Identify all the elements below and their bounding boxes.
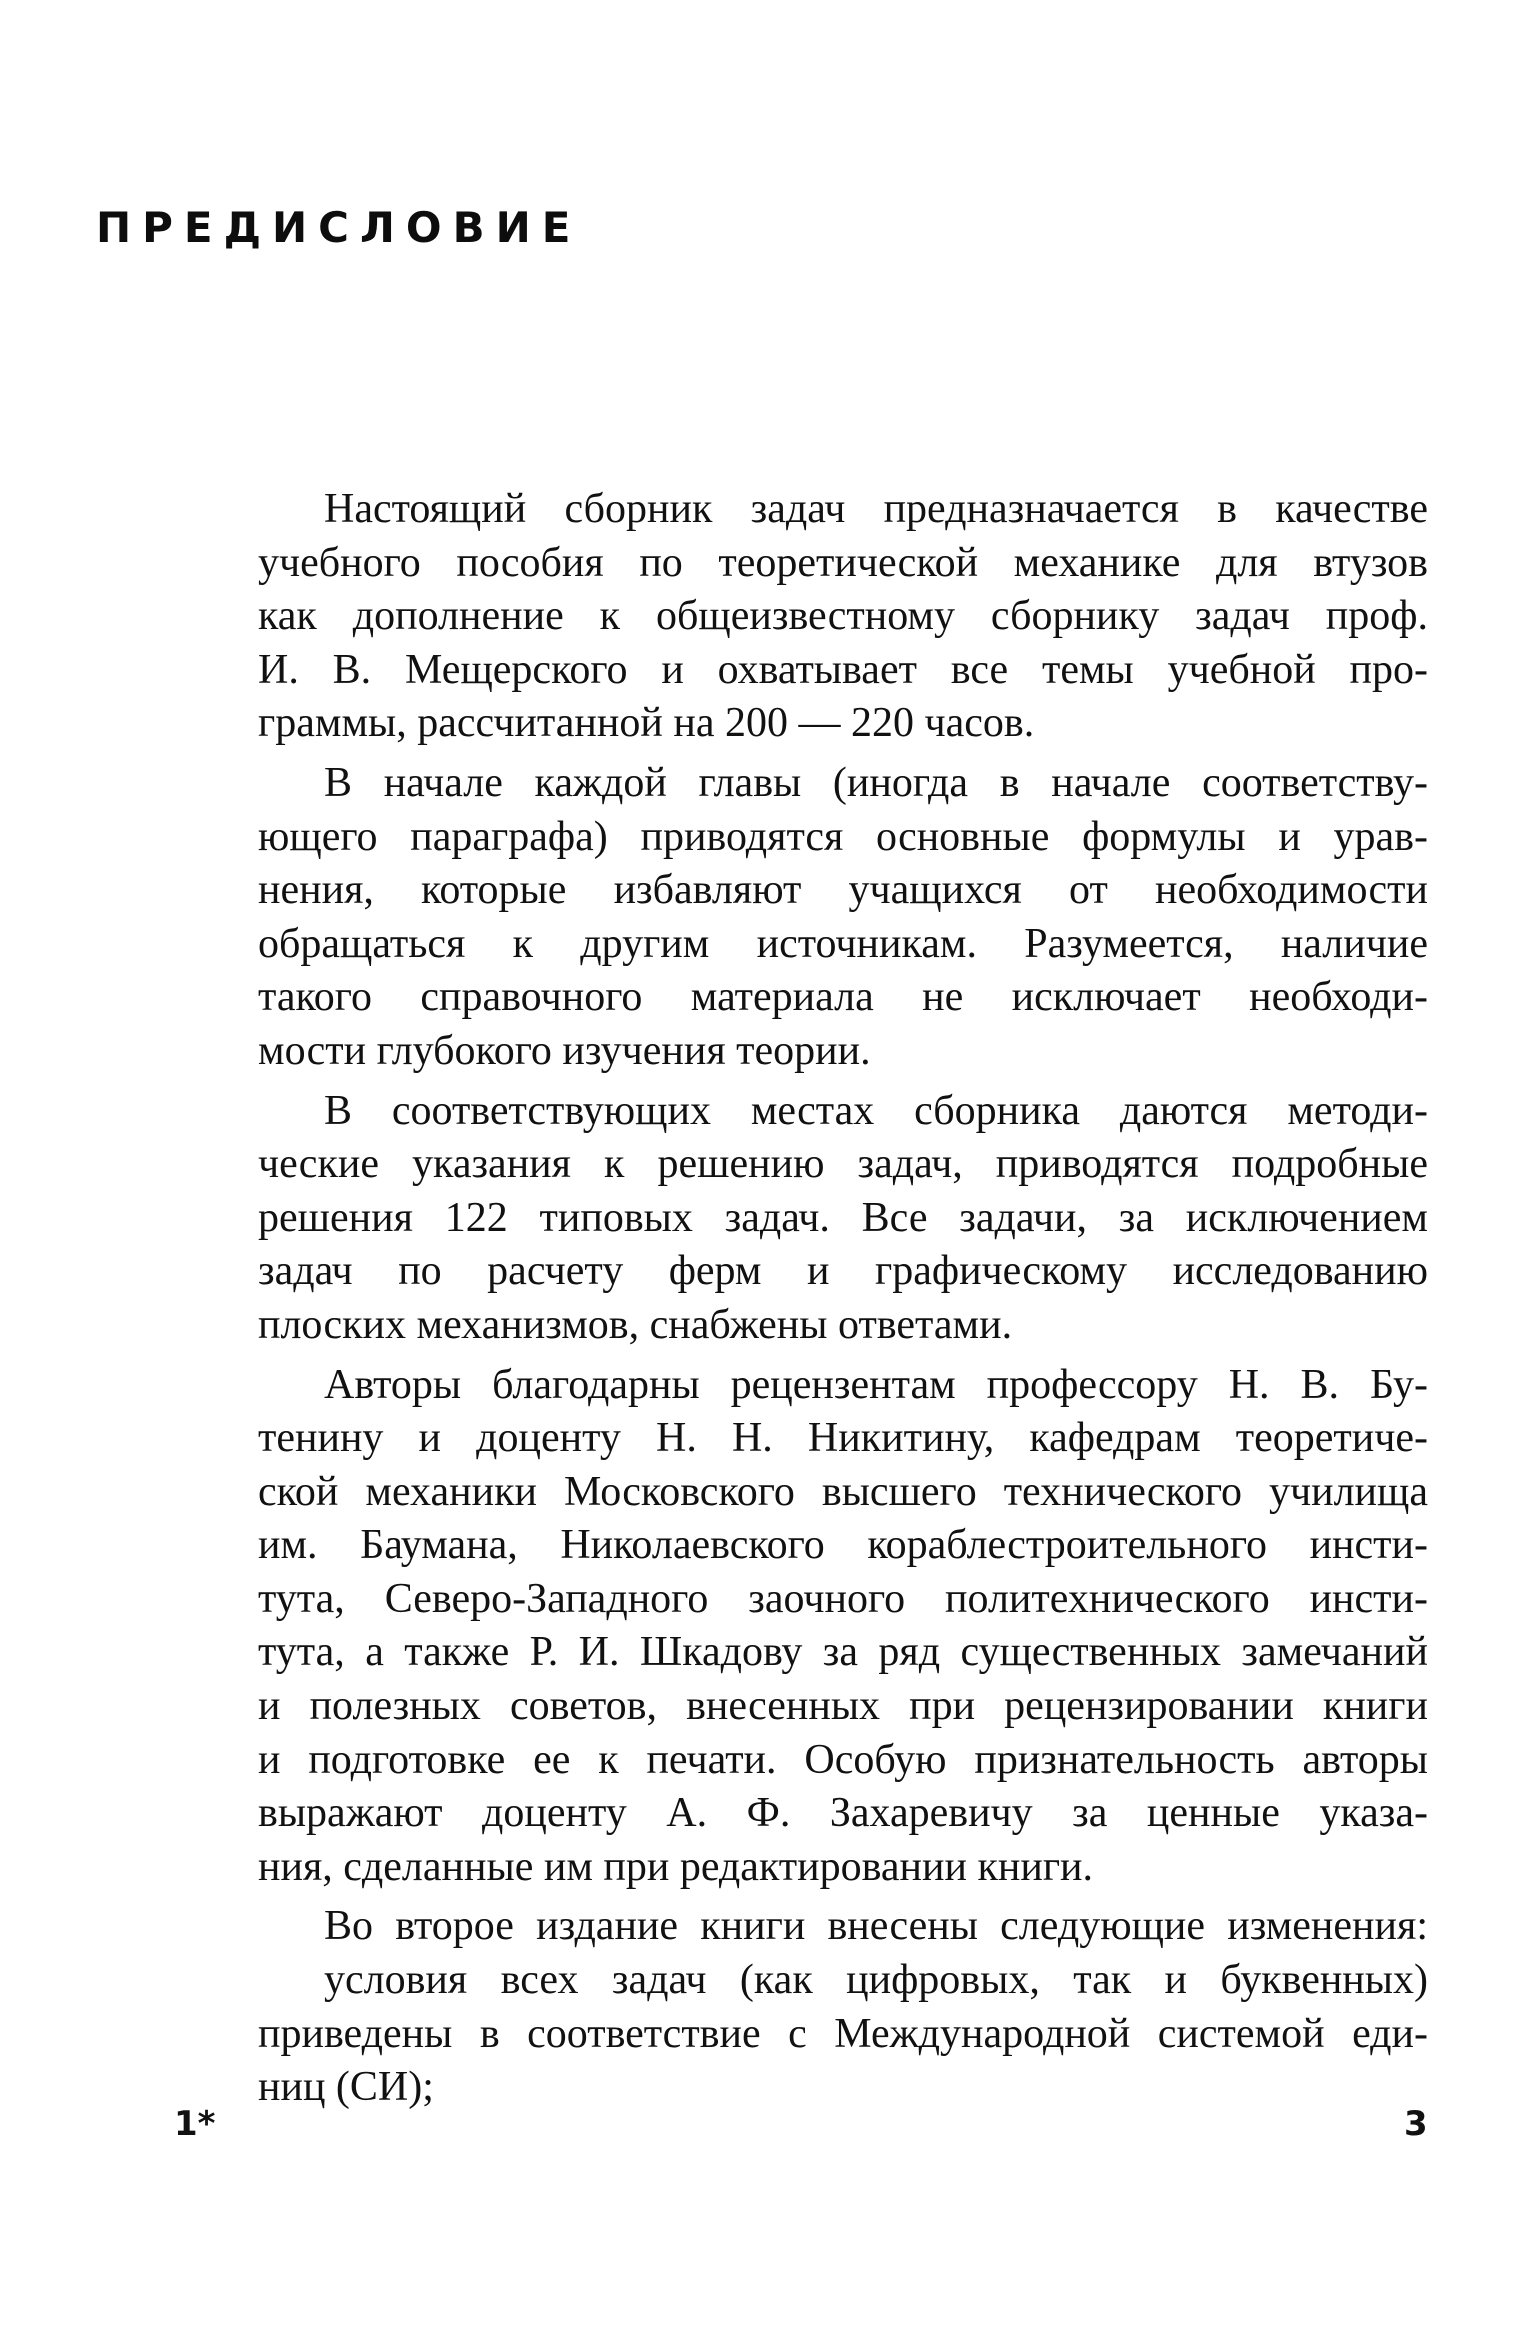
text-line: мости глубокого изучения теории. xyxy=(258,1027,871,1074)
text-line: им. Баумана, Николаевского кораблестроительного инсти- xyxy=(258,1522,1428,1569)
text-line: В начале каждой главы (иногда в начале соответству- xyxy=(324,759,1428,806)
text-line: выражают доценту А. Ф. Захаревичу за ценные указа- xyxy=(258,1790,1428,1837)
text-line: тута, а также Р. И. Шкадову за ряд существенных замечаний xyxy=(258,1629,1428,1676)
text-line: тута, Северо-Западного заочного политехнического инсти- xyxy=(258,1575,1428,1622)
text-line: нения, которые избавляют учащихся от необходимости xyxy=(258,867,1428,914)
signature-mark: 1* xyxy=(174,2104,216,2144)
text-line: задач по расчету ферм и графическому исследованию xyxy=(258,1248,1428,1295)
text-line: учебного пособия по теоретической механике для втузов xyxy=(258,539,1428,586)
text-line: приведены в соответствие с Международной системой еди- xyxy=(258,2010,1428,2057)
text-line: В соответствующих местах сборника даются методи- xyxy=(324,1087,1428,1134)
text-line: и полезных советов, внесенных при рецензировании книги xyxy=(258,1683,1428,1730)
text-line: Авторы благодарны рецензентам профессору Н. В. Бу- xyxy=(324,1361,1428,1408)
text-line: ской механики Московского высшего технического училища xyxy=(258,1468,1428,1515)
text-line: И. В. Мещерского и охватывает все темы учебной про- xyxy=(258,646,1428,693)
text-line: тенину и доценту Н. Н. Никитину, кафедрам теоретиче- xyxy=(258,1415,1428,1462)
page-number: 3 xyxy=(1404,2104,1428,2144)
text-line: ющего параграфа) приводятся основные формулы и урав- xyxy=(258,813,1428,860)
text-line: ния, сделанные им при редактировании книги. xyxy=(258,1843,1094,1890)
text-line: плоских механизмов, снабжены ответами. xyxy=(258,1301,1013,1348)
text-line: граммы, рассчитанной на 200 — 220 часов. xyxy=(258,700,1035,747)
preface-text xyxy=(258,483,1428,2115)
text-line: ниц (СИ); xyxy=(258,2064,434,2111)
text-line: решения 122 типовых задач. Все задачи, за исключением xyxy=(258,1194,1428,1241)
text-line: и подготовке ее к печати. Особую признательность авторы xyxy=(258,1736,1428,1783)
text-line: ческие указания к решению задач, приводятся подробные xyxy=(258,1141,1428,1188)
text-line: как дополнение к общеизвестному сборнику задач проф. xyxy=(258,593,1428,640)
page-title: ПРЕДИСЛОВИЕ xyxy=(96,203,582,252)
text-line: Во второе издание книги внесены следующие изменения: xyxy=(324,1903,1428,1950)
text-line: такого справочного материала не исключает необходи- xyxy=(258,974,1428,1021)
text-line: обращаться к другим источникам. Разумеется, наличие xyxy=(258,920,1428,967)
text-line: условия всех задач (как цифровых, так и буквенных) xyxy=(324,1957,1428,2004)
text-line: Настоящий сборник задач предназначается в качестве xyxy=(324,486,1428,532)
